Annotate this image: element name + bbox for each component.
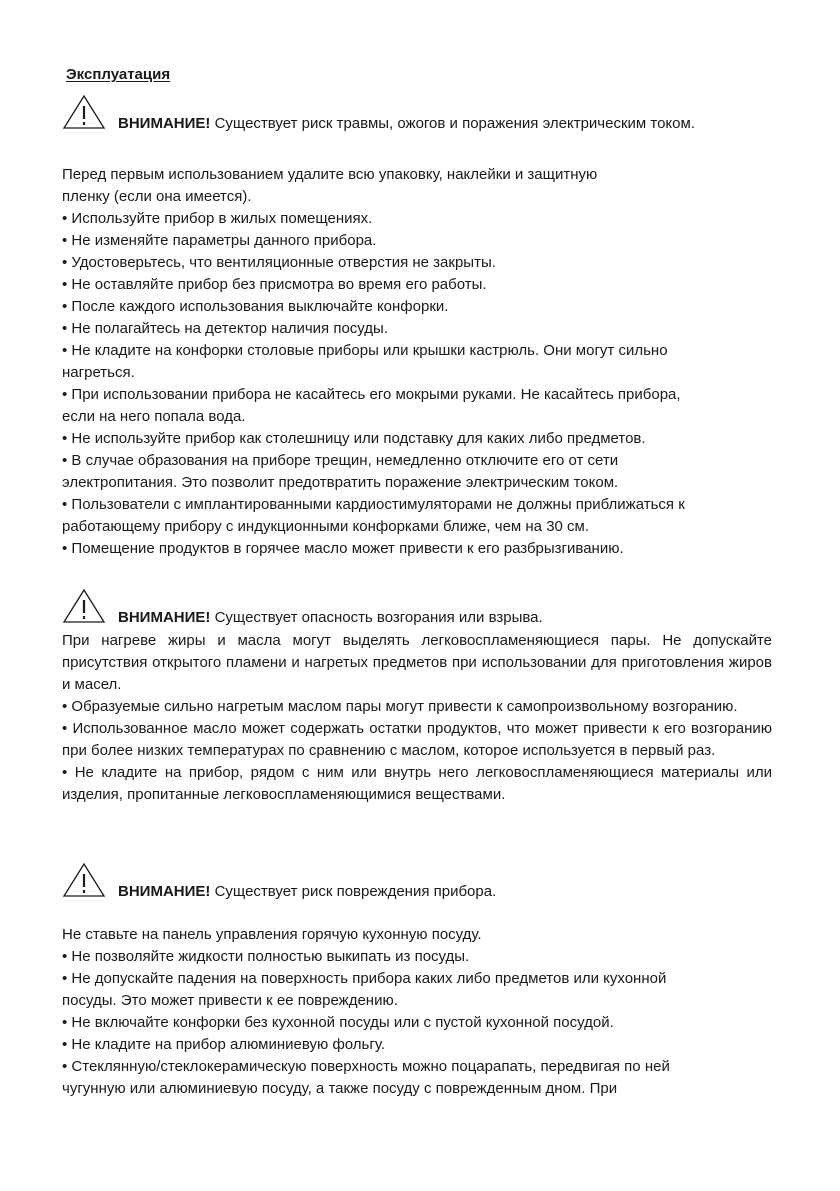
list-item: • Не позволяйте жидкости полностью выкипать из посуды. [62,948,470,965]
list-item-cont: посуды. Это может привести к ее повреждению. [62,992,398,1009]
list-item-cont: чугунную или алюминиевую посуду, а также посуду с поврежденным дном. При [62,1080,618,1097]
warning-message: Существует риск повреждения прибора. [214,883,497,900]
list-item-cont: работающему прибору с индукционными конфорками ближе, чем на 30 см. [62,518,590,535]
list-item-cont: если на него попала вода. [62,408,246,425]
list-item: • Не кладите на прибор, рядом с ним или внутрь него легковоспламеняющиеся материалы или изделия, пропитанные легковоспламеняющимися веществами. [62,764,772,803]
list-item: • Образуемые сильно нагретым маслом пары могут привести к самопроизвольному возгоранию. [62,698,738,715]
warning-2 [62,588,782,628]
list-item: • Удостоверьтесь, что вентиляционные отверстия не закрыты. [62,254,496,271]
section-1-body [62,164,772,560]
list-item: • Не изменяйте параметры данного прибора. [62,232,377,249]
list-item: • Не кладите на прибор алюминиевую фольгу. [62,1036,385,1053]
warning-triangle-icon [62,588,106,624]
list-item: • В случае образования на приборе трещин, немедленно отключите его от сети [62,452,619,469]
list-item: • Не полагайтесь на детектор наличия посуды. [62,320,389,337]
warning-triangle-icon [62,94,106,130]
list-item: • После каждого использования выключайте конфорки. [62,298,449,315]
warning-text [118,882,496,902]
warning-text [118,114,695,134]
list-item: • Не допускайте падения на поверхность прибора каких либо предметов или кухонной [62,970,667,987]
section-heading: Эксплуатация [66,66,171,83]
paragraph: Не ставьте на панель управления горячую кухонную посуду. [62,926,482,943]
section-3-body [62,924,772,1100]
list-item: • При использовании прибора не касайтесь его мокрыми руками. Не касайтесь прибора, [62,386,681,403]
warning-3 [62,862,782,902]
list-item-cont: нагреться. [62,364,135,381]
list-item: • Использованное масло может содержать остатки продуктов, что может привести к его возгоранию при более низких температурах по сравнению с маслом, которое используется в первый раз. [62,720,772,759]
warning-triangle-icon [62,862,106,898]
intro-line: пленку (если она имеется). [62,188,252,205]
list-item: • Не оставляйте прибор без присмотра во время его работы. [62,276,487,293]
warning-1 [62,94,782,134]
list-item: • Не включайте конфорки без кухонной посуды или с пустой кухонной посудой. [62,1014,614,1031]
warning-text [118,608,543,628]
list-item-cont: электропитания. Это позволит предотвратить поражение электрическим током. [62,474,619,491]
list-item: • Не используйте прибор как столешницу или подставку для каких либо предметов. [62,430,646,447]
warning-label: ВНИМАНИЕ! [118,115,211,132]
list-item: • Не кладите на конфорки столовые приборы или крышки кастрюль. Они могут сильно [62,342,668,359]
list-item: • Стеклянную/стеклокерамическую поверхность можно поцарапать, передвигая по ней [62,1058,670,1075]
paragraph: При нагреве жиры и масла могут выделять легковоспламеняющиеся пары. Не допускайте присутствия открытого пламени и нагретых предметов при использовании для приготовления жиров и масел. [62,632,772,693]
list-item: • Пользователи с имплантированными кардиостимуляторами не должны приближаться к [62,496,685,513]
warning-message: Существует риск травмы, ожогов и поражения электрическим током. [214,115,695,132]
intro-line: Перед первым использованием удалите всю упаковку, наклейки и защитную [62,166,598,183]
list-item: • Помещение продуктов в горячее масло может привести к его разбрызгиванию. [62,540,624,557]
section-2-body [62,630,772,806]
warning-label: ВНИМАНИЕ! [118,883,211,900]
warning-label: ВНИМАНИЕ! [118,609,211,626]
list-item: • Используйте прибор в жилых помещениях. [62,210,373,227]
warning-message: Существует опасность возгорания или взрыва. [214,609,543,626]
